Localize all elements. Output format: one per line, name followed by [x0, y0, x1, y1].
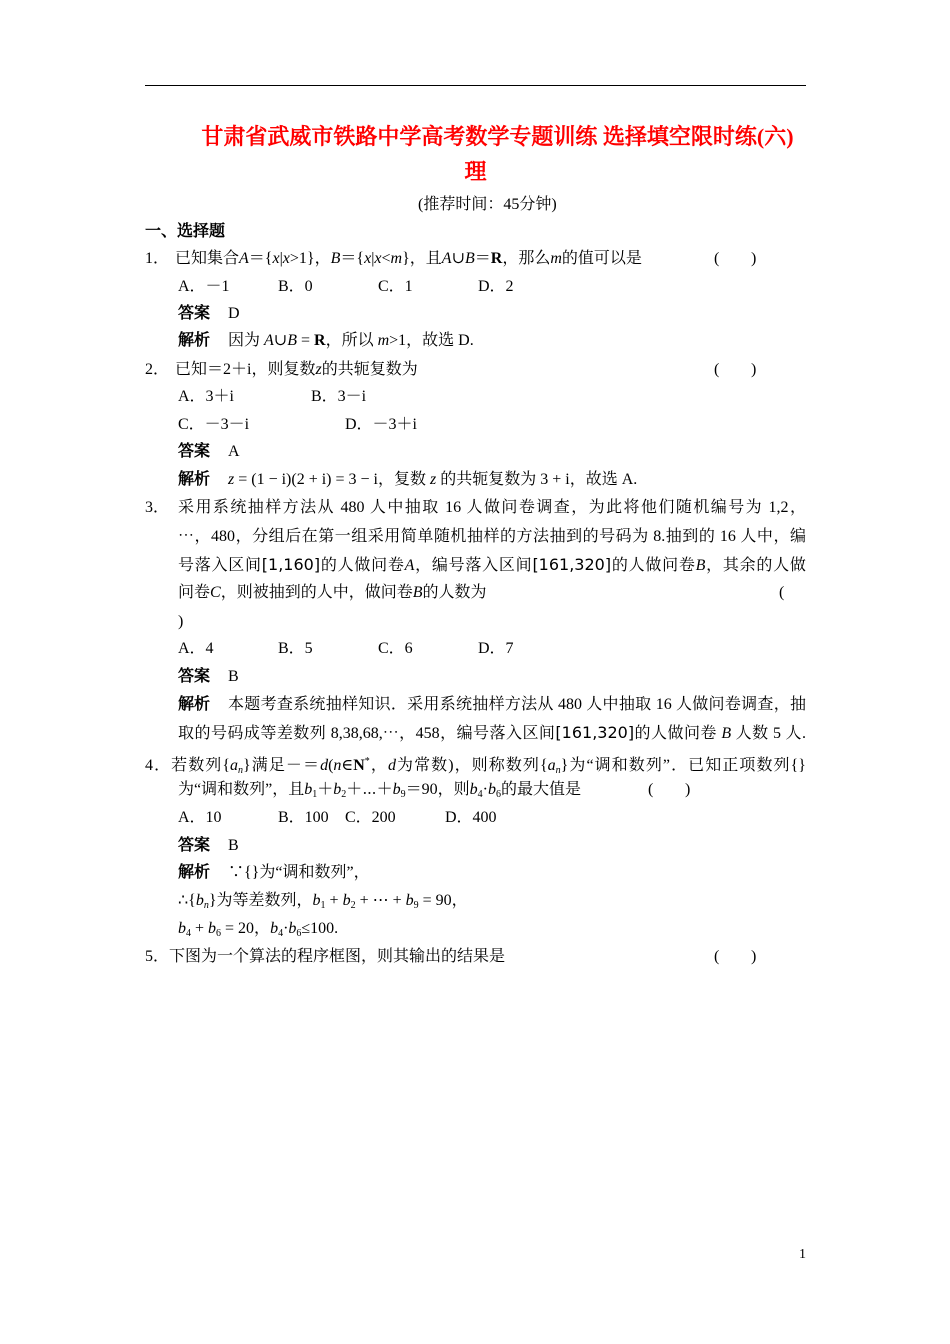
stem-text: 号落入区间: [178, 557, 262, 574]
analysis-text: = 90，: [418, 892, 468, 909]
q4-paren-close: ): [685, 781, 691, 798]
math-variable: z: [315, 361, 322, 378]
superscript: *: [364, 756, 370, 767]
stem-text: }为“调和数列”．已知正项数列{}: [560, 757, 806, 774]
stem-text: }满足－＝: [243, 757, 321, 774]
analysis-text: +: [325, 892, 343, 909]
math-variable: d: [320, 757, 329, 774]
interval: [1,160]: [261, 555, 321, 574]
analysis-text: 因为: [228, 332, 265, 349]
math-variable: B: [721, 725, 732, 742]
q5-paren-close: ): [751, 948, 757, 965]
math-set-symbol: R: [314, 332, 326, 349]
q1-option-d: D．2: [478, 278, 514, 295]
q4-analysis-line3: [178, 919, 338, 944]
q1-stem: [175, 249, 642, 269]
analysis-text: 取的号码成等差数列 8,38,68,⋯，458，编号落入区间: [178, 725, 556, 742]
q3-number: 3．: [145, 499, 170, 516]
analysis-text: ，所以: [325, 332, 378, 349]
subscript: 2: [350, 900, 356, 911]
stem-text: >1}，: [289, 250, 331, 267]
math-variable: x: [374, 250, 382, 267]
q3-option-a: A．4: [178, 640, 214, 657]
stem-text: 的人做问卷: [611, 557, 696, 574]
math-variable: B: [287, 332, 297, 349]
q2-analysis-label: 解析: [178, 471, 211, 488]
stem-text: ，其余的人做: [705, 557, 806, 574]
math-variable: B: [464, 250, 475, 267]
subscript: 9: [400, 789, 406, 800]
q1-analysis-label: 解析: [178, 332, 211, 349]
subscript: 9: [413, 900, 419, 911]
analysis-text: =: [296, 332, 315, 349]
analysis-text: ≤100.: [301, 920, 339, 937]
q1-answer-value: D: [228, 305, 240, 322]
math-variable: m: [377, 332, 390, 349]
q2-answer-value: A: [228, 443, 240, 460]
math-variable: a: [547, 757, 556, 774]
subscript: n: [555, 765, 561, 776]
analysis-text: ∴{: [178, 892, 196, 909]
q2-option-c: C．－3－i: [178, 416, 250, 433]
math-variable: b: [178, 920, 186, 937]
stem-text: (: [328, 757, 334, 774]
q1-option-c: C．1: [378, 278, 413, 295]
stem-text: 的值可以是: [561, 250, 642, 267]
q1-number: 1．: [145, 250, 170, 267]
stem-text: 的共轭复数为: [321, 361, 418, 378]
q1-option-a: A．－1: [178, 278, 230, 295]
subscript: 1: [320, 900, 326, 911]
stem-text: ·: [482, 781, 488, 798]
interval: [161,320]: [532, 555, 612, 574]
subscript: 1: [312, 789, 318, 800]
math-variable: A: [404, 557, 415, 574]
math-variable: B: [330, 250, 341, 267]
q3-stem-line4: [178, 583, 487, 603]
q4-option-b: B．100: [278, 809, 329, 826]
stem-text: 若数列{: [171, 757, 231, 774]
stem-text: 已知集合: [175, 250, 240, 267]
q4-answer-label: 答案: [178, 837, 211, 854]
stem-text: 采用系统抽样方法从 480 人中抽取 16 人做问卷调查，为此将他们随机编号为 1,2，: [178, 499, 806, 516]
header-rule: [145, 85, 806, 86]
stem-text: 的人做问卷: [320, 557, 405, 574]
q4-stem-line1: [145, 752, 806, 781]
q4-option-c: C．200: [345, 809, 396, 826]
page-title-line2: 理: [464, 159, 487, 184]
q4-answer-value: B: [228, 837, 239, 854]
q3-analysis-line1: [228, 695, 806, 715]
math-variable: B: [412, 584, 423, 601]
q3-paren-open: (: [779, 584, 785, 601]
math-variable: b: [208, 920, 217, 937]
q2-stem: [175, 360, 418, 380]
q3-option-c: C．6: [378, 640, 413, 657]
q3-stem-line2: [178, 527, 806, 547]
stem-text: 问卷: [178, 584, 211, 601]
stem-text: 为“调和数列”，且: [178, 781, 305, 798]
subscript: 6: [495, 789, 501, 800]
section-title: 一、选择题: [145, 223, 226, 240]
math-variable: b: [195, 892, 204, 909]
q4-analysis-label: 解析: [178, 864, 211, 881]
stem-text: ＋: [317, 781, 334, 798]
math-variable: z: [430, 471, 437, 488]
subscript: 6: [216, 928, 222, 939]
q3-answer-value: B: [228, 668, 239, 685]
math-variable: b: [469, 781, 478, 798]
stem-text: 的人数为: [422, 584, 487, 601]
math-variable: b: [405, 892, 414, 909]
q4-analysis-line1: [228, 863, 370, 883]
math-variable: A: [264, 332, 274, 349]
subscript: 6: [296, 928, 302, 939]
q1-paren-close: ): [751, 250, 757, 267]
analysis-text: = 20，: [221, 920, 271, 937]
subscript: 4: [477, 789, 483, 800]
q2-option-b: B．3－i: [311, 388, 367, 405]
analysis-text: ·: [283, 920, 289, 937]
subscript: 4: [186, 928, 191, 939]
q2-number: 2．: [145, 361, 170, 378]
q3-answer-label: 答案: [178, 668, 211, 685]
q2-analysis: [228, 470, 637, 490]
stem-text: |: [279, 250, 283, 267]
math-variable: z: [228, 471, 235, 488]
q4-stem-line2: [178, 780, 581, 805]
q3-analysis-label: 解析: [178, 696, 211, 713]
q2-option-a: A．3＋i: [178, 388, 235, 405]
analysis-text: 本题考查系统抽样知识．采用系统抽样方法从 480 人中抽取 16 人做问卷调查，抽: [228, 696, 806, 713]
analysis-text: 人数 5 人.: [731, 725, 806, 742]
stem-text: 的最大值是: [500, 781, 581, 798]
q4-analysis-line2: [178, 891, 468, 916]
question-number: 4．: [145, 757, 172, 774]
q2-answer-label: 答案: [178, 443, 211, 460]
math-set-symbol: R: [490, 250, 503, 267]
q3-paren-close: ): [178, 613, 184, 630]
math-variable: b: [304, 781, 313, 798]
math-variable: m: [550, 250, 562, 267]
q4-option-d: D．400: [445, 809, 497, 826]
interval: [161,320]: [555, 723, 635, 742]
recommended-time: (推荐时间：45分钟): [418, 196, 557, 213]
stem-text: ∪: [451, 250, 465, 267]
stem-text: 为常数)，则称数列{: [395, 757, 548, 774]
math-variable: x: [282, 250, 290, 267]
subscript: n: [238, 765, 244, 776]
math-variable: A: [441, 250, 452, 267]
stem-text: ＝: [474, 250, 491, 267]
stem-text: ，: [369, 757, 388, 774]
stem-text: ＋⋯＋: [346, 781, 393, 798]
math-variable: x: [364, 250, 372, 267]
math-set-symbol: N: [353, 757, 365, 774]
q5-paren-open: (: [714, 948, 720, 965]
math-variable: b: [342, 892, 351, 909]
q4-option-a: A．10: [178, 809, 222, 826]
page-number: 1: [799, 1247, 806, 1262]
math-variable: b: [312, 892, 321, 909]
analysis-text: = (1 − i)(2 + i) = 3 − i，复数: [234, 471, 431, 488]
q4-paren-open: (: [648, 781, 654, 798]
question-number: 5．: [145, 948, 170, 965]
stem-text: 下图为一个算法的程序框图，则其输出的结果是: [169, 948, 506, 965]
analysis-text: +: [191, 920, 209, 937]
analysis-text: + ⋯ +: [355, 892, 406, 909]
math-variable: C: [210, 584, 221, 601]
q3-stem-line3: [178, 555, 806, 576]
stem-text: ＝{: [340, 250, 365, 267]
math-variable: a: [230, 757, 239, 774]
q3-analysis-line2: [178, 723, 806, 744]
analysis-text: ∵{}为“调和数列”，: [228, 864, 370, 881]
analysis-text: 的人做问卷: [634, 725, 722, 742]
subscript: 2: [341, 789, 347, 800]
math-variable: A: [239, 250, 249, 267]
analysis-text: ∪: [273, 332, 288, 349]
analysis-text: 的共轭复数为 3 + i，故选 A.: [436, 471, 638, 488]
stem-text: <: [381, 250, 391, 267]
math-variable: x: [272, 250, 280, 267]
stem-text: ，编号落入区间: [414, 557, 533, 574]
analysis-text: }为等差数列，: [208, 892, 313, 909]
q3-option-b: B．5: [278, 640, 313, 657]
math-variable: d: [387, 757, 396, 774]
stem-text: ∈: [341, 757, 354, 774]
stem-text: ⋯，480，分组后在第一组采用简单随机抽样的方法抽到的号码为 8.抽到的 16 人中，编: [178, 528, 806, 545]
page-title-line1: 甘肃省武威市铁路中学高考数学专题训练 选择填空限时练(六): [201, 124, 794, 149]
q5-stem: [145, 947, 505, 967]
stem-text: 已知＝2＋i，则复数: [175, 361, 316, 378]
stem-text: ＝90，则: [405, 781, 470, 798]
stem-text: ＝{: [248, 250, 273, 267]
math-variable: b: [487, 781, 496, 798]
q3-stem-line1: [178, 498, 806, 518]
subscript: n: [203, 900, 209, 911]
math-variable: m: [390, 250, 403, 267]
stem-text: |: [371, 250, 375, 267]
analysis-text: >1，故选 D.: [389, 332, 474, 349]
q1-answer-label: 答案: [178, 305, 211, 322]
stem-text: }，且: [402, 250, 442, 267]
q1-paren-open: (: [714, 250, 720, 267]
q1-option-b: B．0: [278, 278, 313, 295]
q1-analysis: [228, 331, 474, 351]
subscript: 4: [278, 928, 284, 939]
math-variable: b: [333, 781, 342, 798]
math-variable: n: [333, 757, 342, 774]
q3-option-d: D．7: [478, 640, 514, 657]
math-variable: B: [695, 557, 706, 574]
q2-paren-open: (: [714, 361, 720, 378]
q2-option-d: D．－3＋i: [345, 416, 418, 433]
stem-text: ，那么: [502, 250, 551, 267]
stem-text: ，则被抽到的人中，做问卷: [220, 584, 413, 601]
math-variable: b: [392, 781, 401, 798]
math-variable: b: [288, 920, 297, 937]
q2-paren-close: ): [751, 361, 757, 378]
math-variable: b: [270, 920, 279, 937]
